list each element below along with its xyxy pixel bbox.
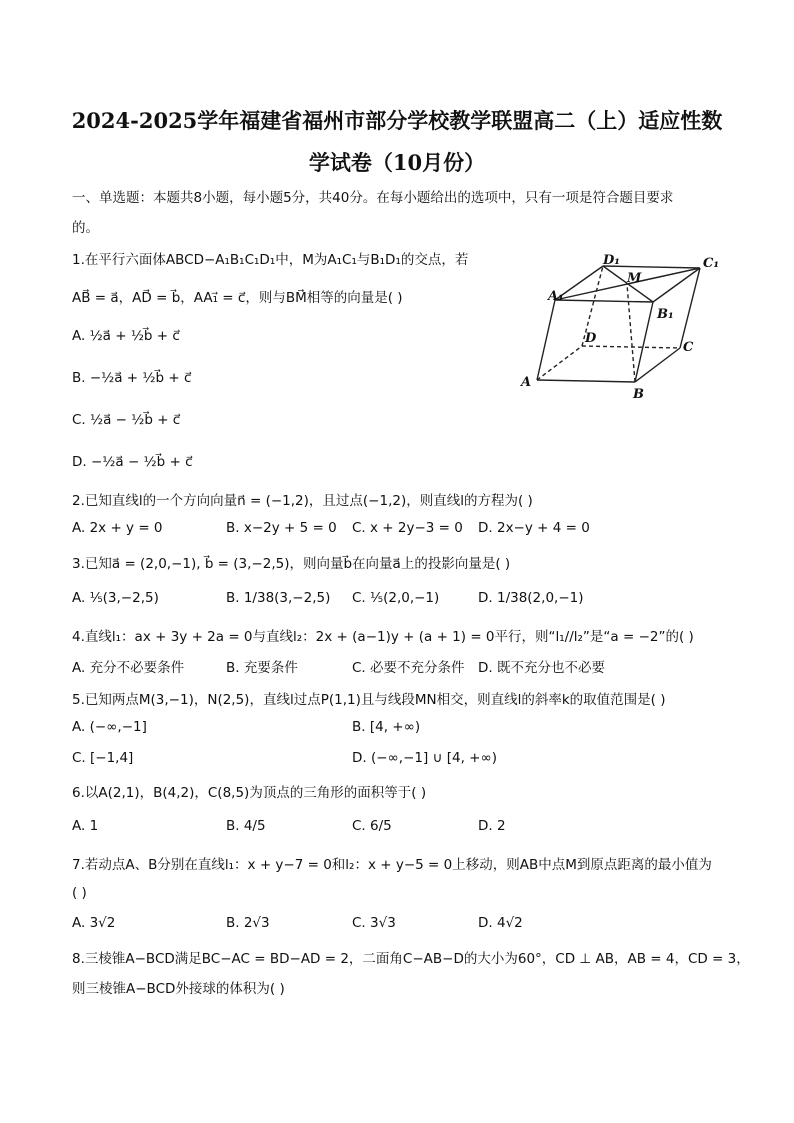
q1-stem-line-2: AB⃗ = a⃗，AD⃗ = b⃗，AA₁⃗ = c⃗，则与BM⃗相等的向量是( ) xyxy=(72,290,403,306)
q8-stem-line-1: 8.三棱锥A−BCD满足BC−AC = BD−AD = 2，二面角C−AB−D的大小为60°，CD ⊥ AB，AB = 4，CD = 3， xyxy=(72,951,750,967)
q1-option-d[interactable]: D. −½a⃗ − ½b⃗ + c⃗ xyxy=(72,454,193,470)
q2-option-c[interactable]: C. x + 2y−3 = 0 xyxy=(352,520,463,536)
q3-option-c[interactable]: C. ⅕(2,0,−1) xyxy=(352,590,440,606)
q2-stem: 2.已知直线l的一个方向向量n⃗ = (−1,2)，且过点(−1,2)，则直线l的方程为( ) xyxy=(72,493,533,509)
section-instructions xyxy=(72,183,722,243)
q2-option-d[interactable]: D. 2x−y + 4 = 0 xyxy=(478,520,590,536)
q6-option-d[interactable]: D. 2 xyxy=(478,818,506,834)
q3-option-b[interactable]: B. 1/38(3,−2,5) xyxy=(226,590,331,606)
q4-option-d[interactable]: D. 既不充分也不必要 xyxy=(478,660,605,676)
label-m: M xyxy=(627,271,642,286)
section-line-1: 一、单选题：本题共8小题，每小题5分，共40分。在每小题给出的选项中，只有一项是符合题目要求 xyxy=(72,190,674,206)
label-b1: B₁ xyxy=(657,307,674,322)
title-line-2: 学试卷（10月份） xyxy=(308,150,486,175)
q7-option-d[interactable]: D. 4√2 xyxy=(478,915,523,931)
q2-option-a[interactable]: A. 2x + y = 0 xyxy=(72,520,163,536)
q4-option-c[interactable]: C. 必要不充分条件 xyxy=(352,660,465,676)
q1-option-c[interactable]: C. ½a⃗ − ½b⃗ + c⃗ xyxy=(72,412,181,428)
q8-stem-line-2: 则三棱锥A−BCD外接球的体积为( ) xyxy=(72,981,285,997)
q6-option-c[interactable]: C. 6/5 xyxy=(352,818,392,834)
segment-bm xyxy=(627,284,635,382)
edge-a1b1 xyxy=(555,300,653,302)
edge-aa1 xyxy=(537,300,555,380)
q5-option-b[interactable]: B. [4, +∞) xyxy=(352,719,421,735)
q7-stem-line-2: ( ) xyxy=(72,885,87,901)
q6-stem: 6.以A(2,1)，B(4,2)，C(8,5)为顶点的三角形的面积等于( ) xyxy=(72,785,427,801)
q1-option-a[interactable]: A. ½a⃗ + ½b⃗ + c⃗ xyxy=(72,328,180,344)
label-d1: D₁ xyxy=(603,253,620,268)
label-a: A xyxy=(521,375,532,390)
q2-option-b[interactable]: B. x−2y + 5 = 0 xyxy=(226,520,337,536)
q5-stem: 5.已知两点M(3,−1)，N(2,5)，直线l过点P(1,1)且与线段MN相交，则直线l的斜率k的取值范围是( ) xyxy=(72,692,666,708)
q7-option-b[interactable]: B. 2√3 xyxy=(226,915,270,931)
label-c: C xyxy=(683,340,694,355)
q3-option-d[interactable]: D. 1/38(2,0,−1) xyxy=(478,590,584,606)
q5-option-d[interactable]: D. (−∞,−1] ∪ [4, +∞) xyxy=(352,750,497,766)
parallelepiped-figure xyxy=(515,250,725,400)
label-a1: A₁ xyxy=(548,289,564,304)
q3-stem: 3.已知a⃗ = (2,0,−1), b⃗ = (3,−2,5)，则向量b⃗在向量a⃗上的投影向量是( ) xyxy=(72,556,511,572)
q7-stem-line-1: 7.若动点A、B分别在直线l₁：x + y−7 = 0和l₂：x + y−5 = 0上移动，则AB中点M到原点距离的最小值为 xyxy=(72,857,712,873)
q4-option-a[interactable]: A. 充分不必要条件 xyxy=(72,660,185,676)
label-b: B xyxy=(633,387,644,400)
title-line-1: 2024-2025学年福建省福州市部分学校教学联盟高二（上）适应性数 xyxy=(71,108,723,133)
q1-option-b[interactable]: B. −½a⃗ + ½b⃗ + c⃗ xyxy=(72,370,192,386)
q5-option-c[interactable]: C. [−1,4] xyxy=(72,750,134,766)
q4-stem: 4.直线l₁：ax + 3y + 2a = 0与直线l₂：2x + (a−1)y + (a + 1) = 0平行，则“l₁//l₂”是“a = −2”的( ) xyxy=(72,629,694,645)
q7-option-c[interactable]: C. 3√3 xyxy=(352,915,396,931)
edge-dc xyxy=(582,346,680,348)
q6-option-b[interactable]: B. 4/5 xyxy=(226,818,266,834)
q5-option-a[interactable]: A. (−∞,−1] xyxy=(72,719,147,735)
label-c1: C₁ xyxy=(703,256,720,271)
q4-option-b[interactable]: B. 充要条件 xyxy=(226,660,298,676)
q3-option-a[interactable]: A. ⅕(3,−2,5) xyxy=(72,590,159,606)
q1-stem-line-1: 1.在平行六面体ABCD−A₁B₁C₁D₁中，M为A₁C₁与B₁D₁的交点，若 xyxy=(72,252,469,268)
exam-title xyxy=(60,100,734,184)
q7-option-a[interactable]: A. 3√2 xyxy=(72,915,116,931)
section-line-2: 的。 xyxy=(72,220,99,236)
q6-option-a[interactable]: A. 1 xyxy=(72,818,99,834)
label-d: D xyxy=(585,331,597,346)
edge-ab xyxy=(537,380,635,382)
